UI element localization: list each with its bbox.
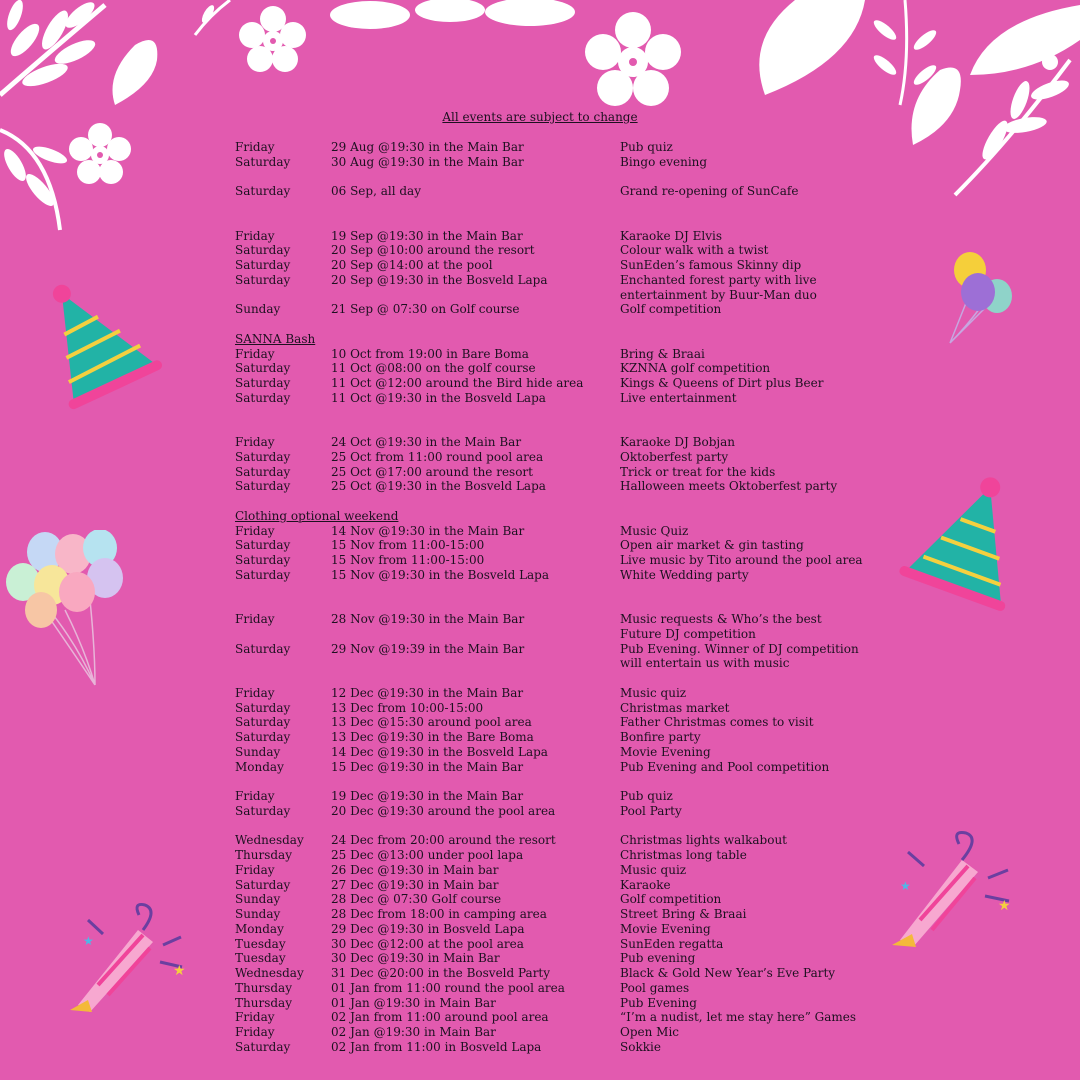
event-day: Saturday — [235, 376, 291, 390]
event-day: Saturday — [235, 449, 291, 464]
event-day: Friday — [235, 862, 275, 877]
event-time-location: 11 Oct @08:00 on the golf course — [331, 361, 536, 376]
event-day: Friday — [235, 346, 275, 361]
event-time-location: 30 Dec @19:30 in Main Bar — [331, 951, 500, 966]
event-name: entertainment by Buur-Man duo — [620, 287, 817, 302]
event-name: Music quiz — [620, 862, 687, 877]
event-name: Live music by Tito around the pool area — [620, 553, 863, 567]
leaf-icon — [105, 35, 165, 115]
event-time-location: 15 Nov @19:30 in the Bosveld Lapa — [331, 567, 550, 582]
event-day: Friday — [235, 789, 275, 803]
event-day: Sunday — [235, 744, 281, 759]
event-day: Saturday — [235, 272, 291, 287]
event-name: Open air market & gin tasting — [620, 538, 804, 553]
page-title: All events are subject to change — [442, 110, 638, 124]
leaf-branch-icon — [330, 0, 590, 50]
event-name: Karaoke DJ Elvis — [620, 228, 723, 243]
event-time-location: 02 Jan from 11:00 around pool area — [331, 1010, 549, 1025]
event-day: Sunday — [235, 907, 281, 921]
event-time-location: 28 Dec from 18:00 in camping area — [331, 907, 547, 921]
event-time-location: 02 Jan @19:30 in Main Bar — [331, 1025, 496, 1039]
flower-icon — [68, 122, 132, 186]
party-hat-icon — [30, 270, 170, 410]
event-name: Pub quiz — [620, 140, 673, 154]
event-name: “I’m a nudist, let me stay here” Games — [620, 1010, 857, 1025]
event-day: Saturday — [235, 730, 291, 744]
event-day: Friday — [235, 435, 275, 449]
event-name: Bring & Braai — [620, 346, 705, 361]
event-day: Friday — [235, 685, 275, 700]
party-horn-icon — [890, 830, 1020, 950]
svg-text:★: ★ — [173, 963, 186, 979]
leaf-icon — [745, 0, 865, 100]
party-horn-icon — [68, 900, 193, 1015]
event-name: Christmas lights walkabout — [620, 833, 787, 848]
event-time-location: 21 Sep @ 07:30 on Golf course — [331, 302, 520, 317]
event-name: SunEden regatta — [620, 936, 724, 951]
flower-icon — [238, 5, 308, 75]
event-name: Oktoberfest party — [620, 449, 729, 464]
event-time-location: 30 Aug @19:30 in the Main Bar — [331, 154, 524, 169]
event-time-location: 24 Oct @19:30 in the Main Bar — [331, 435, 522, 449]
event-time-location: 25 Oct @19:30 in the Bosveld Lapa — [331, 479, 546, 494]
event-day: Saturday — [235, 877, 291, 892]
event-name: Golf competition — [620, 892, 722, 907]
event-name: KZNNA golf competition — [620, 361, 771, 376]
event-name: Music quiz — [620, 685, 687, 700]
section-heading: Clothing optional weekend — [235, 508, 399, 523]
event-name: Pub Evening. Winner of DJ competition — [620, 641, 859, 656]
event-time-location: 14 Dec @19:30 in the Bosveld Lapa — [331, 744, 548, 759]
event-time-location: 29 Aug @19:30 in the Main Bar — [331, 140, 524, 154]
event-time-location: 11 Oct @19:30 in the Bosveld Lapa — [331, 390, 546, 405]
party-hat-icon — [895, 470, 1035, 615]
event-time-location: 02 Jan from 11:00 in Bosveld Lapa — [331, 1039, 542, 1054]
event-name: Karaoke DJ Bobjan — [620, 435, 735, 449]
event-time-location: 13 Dec from 10:00-15:00 — [331, 700, 484, 715]
event-time-location: 25 Oct from 11:00 round pool area — [331, 449, 544, 464]
svg-text:★: ★ — [900, 879, 911, 893]
event-day: Friday — [235, 140, 275, 154]
event-name: Music requests & Who’s the best — [620, 612, 822, 626]
event-day: Friday — [235, 612, 275, 626]
event-time-location: 19 Dec @19:30 in the Main Bar — [331, 789, 524, 803]
event-time-location: 15 Nov from 11:00-15:00 — [331, 553, 485, 567]
event-day: Saturday — [235, 567, 291, 582]
event-time-location: 10 Oct from 19:00 in Bare Boma — [331, 346, 529, 361]
svg-text:★: ★ — [83, 934, 94, 948]
event-name: Enchanted forest party with live — [620, 272, 817, 287]
event-day: Tuesday — [235, 936, 286, 951]
event-day: Saturday — [235, 154, 291, 169]
event-day: Sunday — [235, 302, 281, 317]
leaf-branch-icon — [190, 0, 240, 40]
event-time-location: 15 Nov from 11:00-15:00 — [331, 538, 485, 553]
event-name: Black & Gold New Year’s Eve Party — [620, 966, 836, 980]
event-name: Movie Evening — [620, 744, 711, 759]
event-name: Colour walk with a twist — [620, 243, 769, 258]
event-day: Saturday — [235, 361, 291, 376]
event-name: Trick or treat for the kids — [620, 464, 776, 479]
event-day: Wednesday — [235, 966, 304, 980]
event-name: Pub evening — [620, 951, 696, 966]
event-time-location: 28 Dec @ 07:30 Golf course — [331, 892, 502, 907]
event-name: Movie Evening — [620, 921, 711, 936]
event-time-location: 20 Sep @19:30 in the Bosveld Lapa — [331, 272, 548, 287]
event-name: Music Quiz — [620, 523, 689, 538]
event-day: Sunday — [235, 892, 281, 907]
balloons-icon — [940, 248, 1020, 348]
event-name: Sokkie — [620, 1039, 661, 1054]
event-time-location: 25 Dec @13:00 under pool lapa — [331, 848, 524, 862]
event-day: Friday — [235, 1010, 275, 1025]
event-time-location: 25 Oct @17:00 around the resort — [331, 464, 533, 479]
event-time-location: 30 Dec @12:00 at the pool area — [331, 936, 524, 951]
event-day: Saturday — [235, 1039, 291, 1054]
event-name: Street Bring & Braai — [620, 907, 747, 921]
event-time-location: 31 Dec @20:00 in the Bosveld Party — [331, 966, 551, 980]
event-day: Saturday — [235, 553, 291, 567]
event-day: Saturday — [235, 538, 291, 553]
event-time-location: 29 Nov @19:39 in the Main Bar — [331, 641, 525, 656]
event-name: Pool games — [620, 980, 690, 995]
event-time-location: 01 Jan @19:30 in Main Bar — [331, 995, 496, 1010]
event-time-location: 24 Dec from 20:00 around the resort — [331, 833, 556, 848]
section-heading: SANNA Bash — [235, 331, 316, 346]
event-time-location: 11 Oct @12:00 around the Bird hide area — [331, 376, 584, 390]
event-time-location: 28 Nov @19:30 in the Main Bar — [331, 612, 525, 626]
event-time-location: 20 Dec @19:30 around the pool area — [331, 803, 556, 818]
event-time-location: 14 Nov @19:30 in the Main Bar — [331, 523, 525, 538]
event-day: Saturday — [235, 258, 291, 272]
event-name: Grand re-opening of SunCafe — [620, 184, 799, 199]
event-name: Christmas market — [620, 700, 730, 715]
event-name: Christmas long table — [620, 848, 747, 862]
event-name: Halloween meets Oktoberfest party — [620, 479, 838, 494]
event-name: Bonfire party — [620, 730, 701, 744]
event-name: Father Christmas comes to visit — [620, 715, 814, 730]
event-time-location: 06 Sep, all day — [331, 184, 421, 199]
event-day: Monday — [235, 921, 284, 936]
event-name: Open Mic — [620, 1025, 680, 1039]
event-day: Friday — [235, 1025, 275, 1039]
event-day: Thursday — [235, 980, 292, 995]
balloons-icon — [5, 530, 130, 690]
event-name: Pub Evening and Pool competition — [620, 759, 830, 774]
event-time-location: 26 Dec @19:30 in Main bar — [331, 862, 499, 877]
event-time-location: 20 Sep @14:00 at the pool — [331, 258, 493, 272]
event-day: Thursday — [235, 848, 292, 862]
event-name: will entertain us with music — [620, 656, 790, 671]
event-time-location: 12 Dec @19:30 in the Main Bar — [331, 685, 524, 700]
event-day: Saturday — [235, 479, 291, 494]
event-time-location: 27 Dec @19:30 in Main bar — [331, 877, 499, 892]
event-name: SunEden’s famous Skinny dip — [620, 258, 802, 272]
event-name: Live entertainment — [620, 390, 737, 405]
event-day: Friday — [235, 228, 275, 243]
event-day: Saturday — [235, 715, 291, 730]
event-day: Saturday — [235, 184, 291, 199]
event-time-location: 13 Dec @15:30 around pool area — [331, 715, 532, 730]
event-day: Saturday — [235, 700, 291, 715]
event-day: Saturday — [235, 464, 291, 479]
event-name: White Wedding party — [620, 567, 749, 582]
event-day: Saturday — [235, 243, 291, 258]
event-name: Future DJ competition — [620, 626, 756, 641]
event-day: Thursday — [235, 995, 292, 1010]
event-day: Friday — [235, 523, 275, 538]
flower-icon — [583, 10, 683, 110]
event-day: Wednesday — [235, 833, 304, 848]
event-time-location: 19 Sep @19:30 in the Main Bar — [331, 228, 523, 243]
event-name: Pub Evening — [620, 995, 697, 1010]
svg-text:★: ★ — [998, 898, 1011, 914]
event-time-location: 20 Sep @10:00 around the resort — [331, 243, 535, 258]
leaf-branch-icon — [950, 50, 1080, 200]
event-time-location: 29 Dec @19:30 in Bosveld Lapa — [331, 921, 525, 936]
event-day: Tuesday — [235, 951, 286, 966]
event-name: Karaoke — [620, 877, 671, 892]
event-day: Monday — [235, 759, 284, 774]
event-name: Kings & Queens of Dirt plus Beer — [620, 376, 824, 390]
event-day: Saturday — [235, 390, 291, 405]
event-day: Saturday — [235, 803, 291, 818]
event-time-location: 01 Jan from 11:00 round the pool area — [331, 980, 565, 995]
event-day: Saturday — [235, 641, 291, 656]
event-time-location: 13 Dec @19:30 in the Bare Boma — [331, 730, 534, 744]
event-name: Bingo evening — [620, 154, 708, 169]
event-name: Pool Party — [620, 803, 682, 818]
event-name: Golf competition — [620, 302, 722, 317]
event-name: Pub quiz — [620, 789, 673, 803]
event-time-location: 15 Dec @19:30 in the Main Bar — [331, 759, 524, 774]
